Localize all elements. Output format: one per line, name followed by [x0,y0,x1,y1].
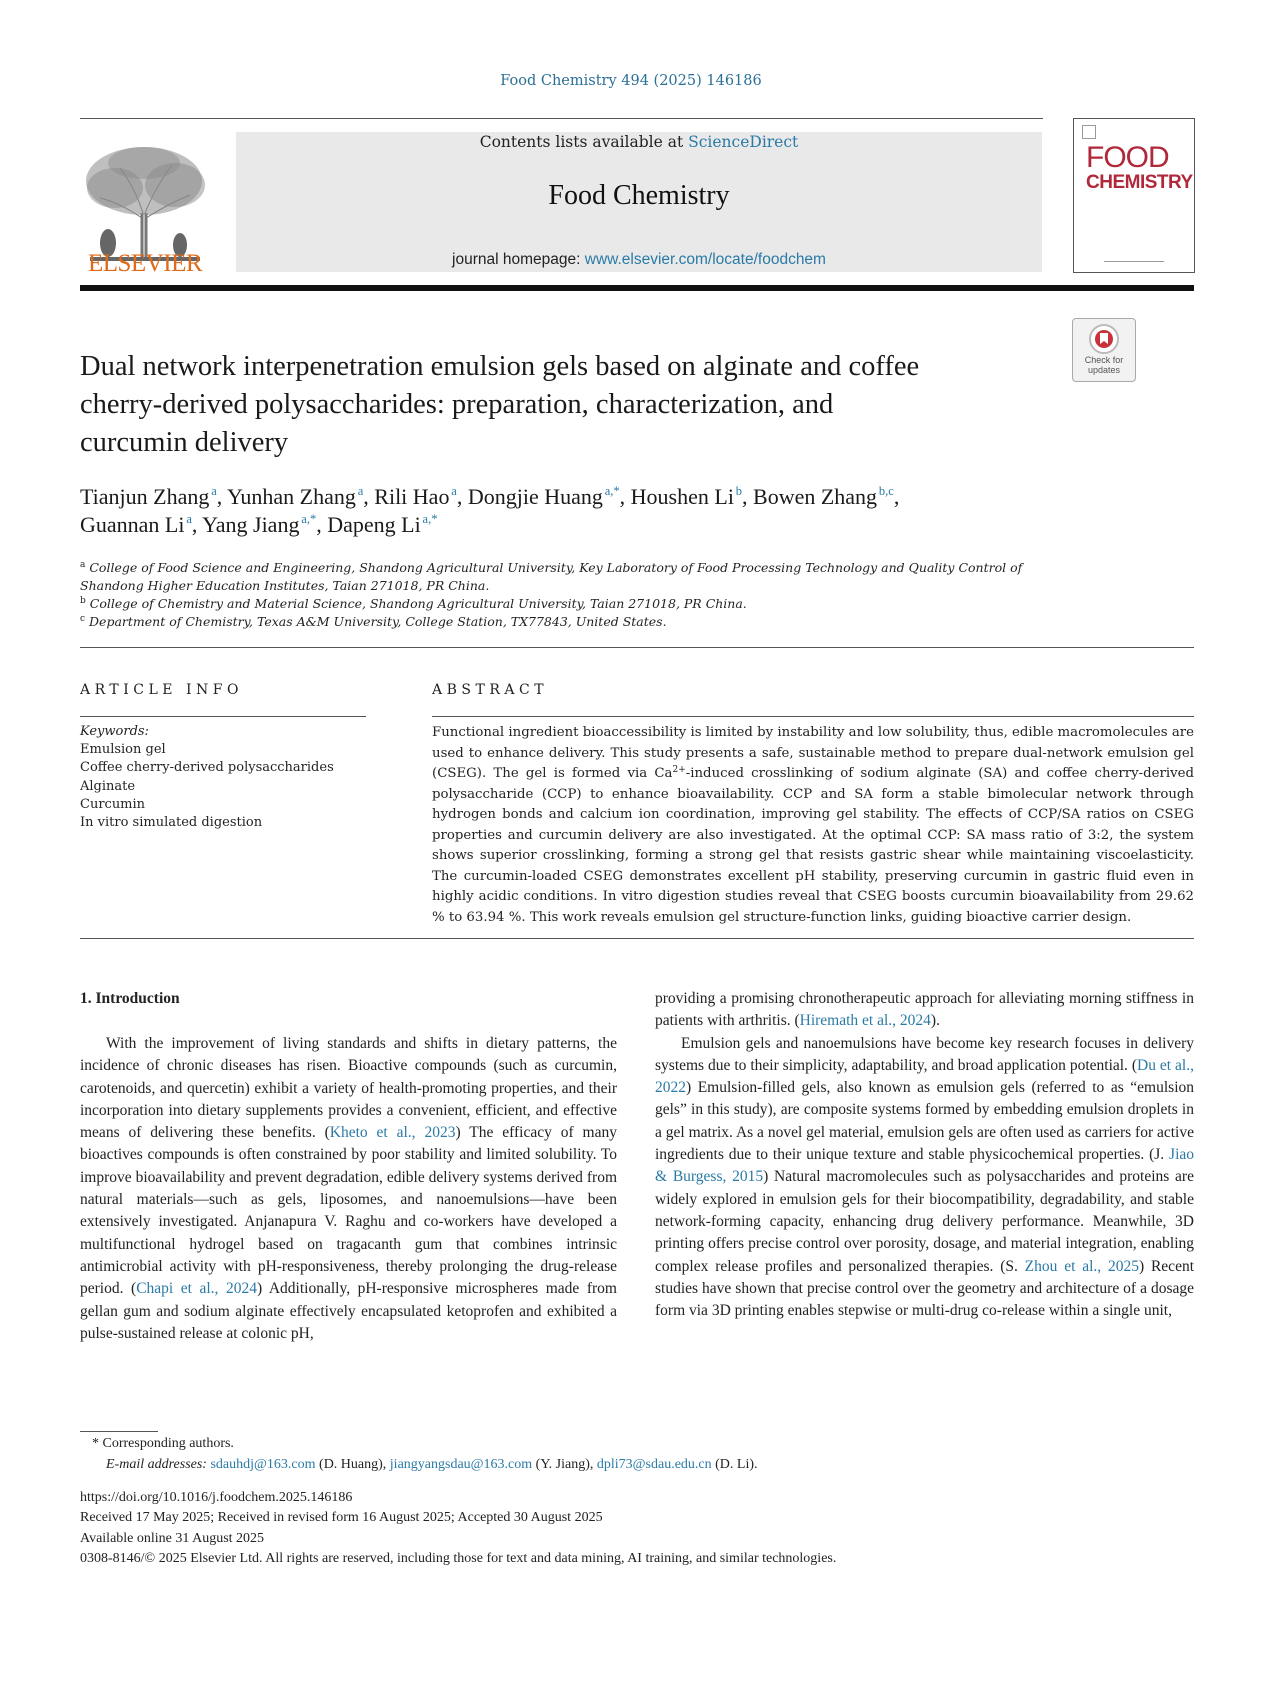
cover-brand-food: FOOD [1086,141,1169,174]
email-label: E-mail addresses: [106,1457,211,1472]
sciencedirect-link[interactable]: ScienceDirect [688,133,799,151]
citation-link[interactable]: Hiremath et al., 2024 [799,1012,931,1030]
masthead-thick-rule [80,285,1194,291]
affiliation-text: College of Food Science and Engineering, Shandong Agricultural University, Key Laboratory of Food Processing Technology and Quality Control of Shandong Higher Education Institutes, Taian 271018, PR China. [80,560,1023,593]
author-name: Bowen Zhang [753,484,878,509]
citation-link[interactable]: Zhou et al., 2025 [1024,1257,1139,1275]
journal-name: Food Chemistry [548,180,730,211]
journal-cover [1073,118,1195,273]
contents-line [236,133,1042,151]
article-info-heading: ARTICLE INFO [80,682,243,698]
body-text: ) Emulsion-filled gels, also known as emulsion gels (referred to as “emulsion gels” in this study), are composite systems formed by embedding emulsion droplets in a gel matrix. As a novel gel material, emulsion gels are often used as carriers for active ingredients due to their unique texture and stable physicochemical properties. (J. [655,1079,1194,1164]
body-text: ) Natural macromolecules such as polysaccharides and proteins are widely explored in emulsion gels for their biocompatibility, degradability, and stable network-forming capacity, enhancing drug delivery performance. Meanwhile, 3D printing offers precise control over porosity, dosage, and material integration, enabling complex release profiles and personalized therapies. (S. [655,1168,1194,1275]
contents-prefix: Contents lists available at [479,133,689,151]
keyword: Curcumin [80,796,146,812]
author-name: Tianjun Zhang [80,484,210,509]
author-name: Dongjie Huang [467,484,603,509]
email-link[interactable]: dpli73@sdau.edu.cn [596,1457,712,1472]
body-text: providing a promising chronotherapeutic approach for alleviating morning stiffness in patients with arthritis. ( [655,990,1194,1030]
affiliation-text: Department of Chemistry, Texas A&M University, College Station, TX77843, United States. [89,614,667,629]
author-name: Yang Jiang [202,512,300,537]
body-text: With the improvement of living standards and shifts in dietary patterns, the incidence of chronic diseases has risen. Bioactive compounds (such as curcumin, carotenoids, and quercetin) exhibit a variety of health-promoting properties, and their incorporation into dietary supplements provides a convenient, efficient, and effective means of delivering these benefits. ( [80,1035,617,1142]
email-owner: (D. Li). [711,1457,758,1472]
body-paragraph [80,1033,617,1345]
author-affiliation-mark[interactable]: a [211,484,217,498]
email-link[interactable]: sdauhdj@163.com [210,1457,316,1472]
email-owner: (Y. Jiang), [532,1457,597,1472]
section-rule [80,938,1194,939]
body-paragraph [655,1033,1194,1323]
author-affiliation-mark[interactable]: a,* [422,512,438,526]
homepage-link[interactable]: www.elsevier.com/locate/foodchem [584,251,826,268]
check-for-updates-icon [1087,322,1121,356]
author-affiliation-mark[interactable]: a,* [301,512,317,526]
affiliation-text: College of Chemistry and Material Science, Shandong Agricultural University, Taian 271018, PR China. [89,596,747,611]
body-paragraph [655,988,1194,1033]
email-addresses [106,1457,758,1473]
author-list-line-1: Tianjun Zhang $^a$, Yunhan Zhang $^a$, Rili Hao $^a$, Dongjie Huang $^{a,*}$, Houshen Li $^b$, Bowen Zhang $^{b,c}$, [80,484,900,509]
footnote-rule [80,1431,158,1432]
body-column-left [80,1033,617,1345]
affiliation-mark: a [80,560,86,570]
author-affiliation-mark[interactable]: a [357,484,364,498]
author-affiliation-mark[interactable]: a [451,484,457,498]
author-affiliation-mark[interactable]: b,c [878,484,894,498]
keyword: Coffee cherry-derived polysaccharides [80,760,334,776]
abstract-superscript: 2+ [672,765,686,775]
email-owner: (D. Huang), [315,1457,390,1472]
section-rule [80,647,1194,648]
cover-brand [1086,143,1193,192]
body-text: ) The efficacy of many bioactives compounds is often constrained by poor stability and limited solubility. To improve bioavailability and prevent degradation, edible delivery systems derived from natural materials—such as gels, liposomes, and nanoemulsions—have been extensively investigated. Anjanapura V. Raghu and co-workers have developed a multifunctional hydrogel based on tragacanth gum that combines intrinsic antimicrobial activity with pH-responsiveness, thereby prolonging the drug-release period. ( [80,1124,617,1298]
citation-link[interactable]: Jiao & Burgess, 2015 [655,1146,1194,1186]
email-link[interactable]: jiangyangsdau@163.com [389,1457,533,1472]
check-for-updates-label: Check for updates [1084,355,1124,375]
body-text: ) Additionally, pH-responsive microspheres made from gellan gum and sodium alginate effectively encapsulated ketoprofen and exhibited a pulse-sustained release at colonic pH, [80,1280,617,1342]
article-title [80,348,1060,462]
affiliation-mark: c [80,614,86,624]
affiliation-mark: b [80,596,86,606]
citation-link[interactable]: Chapi et al., 2024 [136,1280,257,1298]
cover-brand-chemistry: CHEMISTRY [1086,172,1193,193]
abstract-text [432,723,1194,928]
publisher-wordmark: ELSEVIER [87,250,203,277]
title-line: cherry-derived polysaccharides: preparation, characterization, and [80,389,834,420]
article-info-rule [80,716,366,717]
title-line: Dual network interpenetration emulsion gels based on alginate and coffee [80,351,920,382]
author-affiliation-mark[interactable]: a [186,512,192,526]
author-name: Guannan Li [80,512,185,537]
body-text: ). [930,1012,940,1030]
body-column-right [655,988,1194,1322]
keyword: Emulsion gel [80,742,166,758]
title-line: curcumin delivery [80,427,289,458]
abstract-part: -induced crosslinking of sodium alginate (SA) and coffee cherry-derived polysaccharide (CCP) to enhance bioavailability. CCP and SA form a stable bimolecular network through hydrogen bonds and calcium ion coordination, improving gel stability. The effects of CCP/SA ratios on CSEG properties and curcumin delivery are also investigated. At the optimal CCP: SA mass ratio of 3:2, the system shows superior crosslinking, forming a strong gel that resists gastric shear while maintaining viscoelasticity. The curcumin-loaded CSEG demonstrates excellent pH stability, preserving curcumin in gastric fluid even in highly acidic conditions. In vitro digestion studies reveal that CSEG boosts curcumin bioavailability from 29.62 % to 63.94 %. This work reveals emulsion gel structure-function links, guiding bioactive carrier design. [432,766,1194,925]
homepage-line [236,251,1042,269]
author-name: Rili Hao [374,484,450,509]
keyword: Alginate [80,778,136,794]
abstract-part: Functional ingredient bioaccessibility is limited by instability and low solubility, thus, edible macromolecules are used to enhance delivery. This study presents a safe, sustainable method to prepare dual-network emulsion gel (CSEG). The gel is formed via Ca [432,725,1194,781]
body-text: ) Recent studies have shown that precise control over the geometry and architecture of a dosage form via 3D printing enables stepwise or multi-drug co-release within a single unit, [655,1257,1195,1320]
introduction-heading: 1. Introduction [80,990,180,1007]
author-name: Dapeng Li [327,512,421,537]
top-rule [80,118,1043,119]
keywords-label: Keywords: [80,724,149,739]
keywords-block [80,723,370,832]
citation-link[interactable]: Du et al., 2022 [655,1056,1194,1097]
running-head: Food Chemistry 494 (2025) 146186 [500,73,762,89]
corresponding-authors-note: * Corresponding authors. [92,1436,234,1451]
author-affiliation-mark[interactable]: a,* [604,484,620,498]
copyright-notice: 0308-8146/© 2025 Elsevier Ltd. All rights are reserved, including those for text and data mining, AI training, and similar technologies. [80,1551,837,1566]
doi-link[interactable]: https://doi.org/10.1016/j.foodchem.2025.146186 [80,1490,353,1505]
citation-link[interactable]: Kheto et al., 2023 [329,1124,456,1142]
received-dates: Received 17 May 2025; Received in revised form 16 August 2025; Accepted 30 August 2025 [80,1510,603,1525]
affiliation [80,610,1060,631]
cover-emblem-icon [1082,125,1096,139]
author-list-line-2: Guannan Li $^a$, Yang Jiang $^{a,*}$, Dapeng Li $^{a,*}$ [80,512,438,537]
author-name: Houshen Li [630,484,734,509]
author-affiliation-mark[interactable]: b [735,484,743,498]
affiliation [80,556,1060,595]
check-for-updates-button[interactable] [1072,318,1136,382]
author-name: Yunhan Zhang [226,484,356,509]
body-text: Emulsion gels and nanoemulsions have become key research focuses in delivery systems due to their simplicity, adaptability, and broad application potential. ( [655,1034,1194,1074]
homepage-prefix: journal homepage: [452,251,585,268]
cover-rule [1104,261,1164,262]
abstract-rule [432,716,1194,717]
available-online: Available online 31 August 2025 [80,1531,265,1546]
abstract-heading: ABSTRACT [432,682,549,698]
keyword: In vitro simulated digestion [80,815,263,831]
